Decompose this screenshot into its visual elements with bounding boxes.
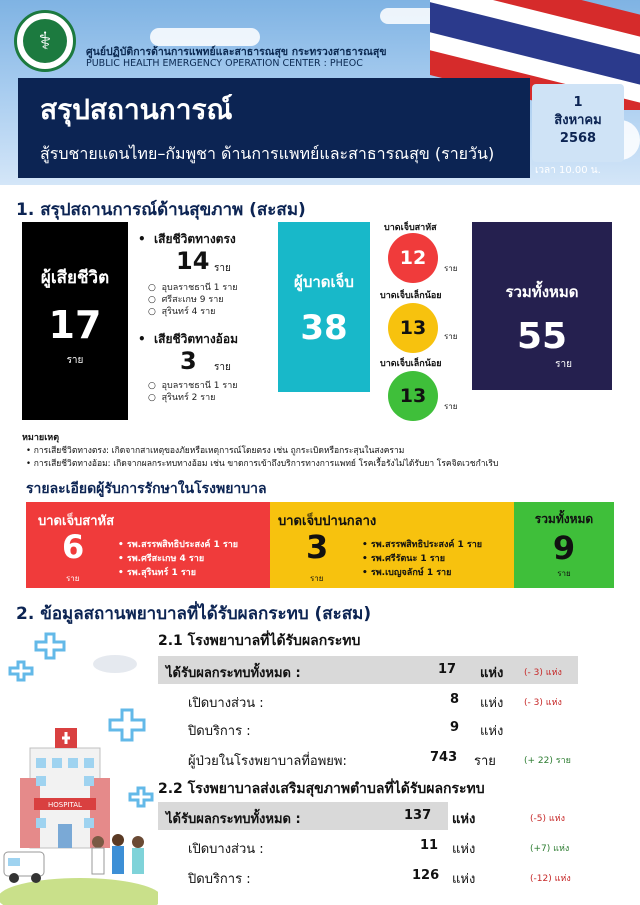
list-item: • รพ.ศรีสะเกษ 4 ราย [118,554,205,564]
severe-label: บาดเจ็บสาหัส [384,223,437,233]
hospital-moderate-label: บาดเจ็บปานกลาง [278,514,377,529]
note-indirect: • การเสียชีวิตทางอ้อม: เกิดจากผลกระทบทางอ้อม เช่น ขาดการเข้าถึงบริการทางการแพทย์ โรคเรื้อรังไม่ได้รับยา โรคจิตเวชกำเริบ [26,459,499,469]
list-item: • รพ.เบญจลักษ์ 1 ราย [362,568,452,578]
hospital-total-value: 9 [552,529,576,567]
hospital-severe-value: 6 [62,528,85,566]
list-item: ○ อุบลราชธานี 1 ราย [148,283,238,293]
injured-box [278,222,370,392]
hospital-title: รายละเอียดผู้รับการรักษาในโรงพยาบาล [26,481,267,497]
total-box [472,222,612,390]
ministry-logo-icon: ⚕ [14,10,76,72]
date-day: 1 [573,95,583,110]
indirect-unit: ราย [214,362,231,373]
total-unit: ราย [555,359,572,370]
page-subtitle: สู้รบชายแดนไทย–กัมพูชา ด้านการแพทย์และสาธารณสุข (รายวัน) [40,144,495,163]
list-item: • รพ.สรรพสิทธิประสงค์ 1 ราย [118,540,239,550]
list-item: ○ อุบลราชธานี 1 ราย [148,381,238,391]
deaths-value: 17 [48,303,102,347]
section2-title: 2. ข้อมูลสถานพยาบาลที่ได้รับผลกระทบ (สะสม) [16,604,372,624]
injured-value: 38 [300,308,348,348]
hospital-total-label: รวมทั้งหมด [534,512,594,526]
injured-label: ผู้บาดเจ็บ [294,273,354,291]
hospital-illustration [0,628,158,905]
severe-unit: ราย [444,264,458,273]
list-item: ○ สุรินทร์ 2 ราย [148,393,216,403]
minor1-unit: ราย [444,332,458,341]
hospital-severe-label: บาดเจ็บสาหัส [38,514,115,529]
hospital-moderate-list [362,538,482,580]
table-row: ได้รับผลกระทบทั้งหมด : 137 แห่ง (-5) แห่ง [158,802,448,830]
list-item: • รพ.สุรินทร์ 1 ราย [118,568,197,578]
hospital-moderate-value: 3 [306,528,329,566]
subsection-2-1-title: 2.1 โรงพยาบาลที่ได้รับผลกระทบ [158,633,361,649]
hospital-severe-unit: ราย [66,574,80,583]
hospital-severe-list [118,538,238,580]
date-box [532,84,624,162]
org-name-th: ศูนย์ปฏิบัติการด้านการแพทย์และสาธารณสุข กระทรวงสาธารณสุข [86,46,387,58]
total-value: 55 [516,316,568,357]
deaths-label: ผู้เสียชีวิต [40,268,110,288]
list-item: ○ ศรีสะเกษ 9 ราย [148,295,224,305]
direct-label: • เสียชีวิตทางตรง [138,232,236,246]
table-row: เปิดบางส่วน : 11 แห่ง (+7) แห่ง [188,838,570,857]
severe-circle: 12 [388,233,438,283]
direct-value: 14 [176,247,210,275]
table-row: ได้รับผลกระทบทั้งหมด : 17 แห่ง (- 3) แห่ง [158,656,578,684]
section1-title: 1. สรุปสถานการณ์ด้านสุขภาพ (สะสม) [16,200,306,220]
report-time: เวลา 10.00 น. [535,165,601,176]
header-banner [0,0,640,185]
date-year: 2568 [559,131,597,146]
minor2-label: บาดเจ็บเล็กน้อย [380,359,442,369]
page-title: สรุปสถานการณ์ [40,93,233,126]
table-row: ปิดบริการ : 9 แห่ง [188,720,504,739]
hospital-total-panel [514,502,614,588]
table-row: ปิดบริการ : 126 แห่ง (-12) แห่ง [188,868,571,887]
deaths-box [22,222,128,420]
minor2-unit: ราย [444,402,458,411]
subsection-2-2-title: 2.2 โรงพยาบาลส่งเสริมสุขภาพตำบลที่ได้รับผลกระทบ [158,781,485,797]
hospital-moderate-panel [270,502,514,588]
hospital-total-unit: ราย [557,569,571,578]
total-label: รวมทั้งหมด [505,283,579,301]
list-item: ○ สุรินทร์ 4 ราย [148,307,216,317]
table-row: เปิดบางส่วน : 8 แห่ง (- 3) แห่ง [188,692,562,711]
hospital-moderate-unit: ราย [310,574,324,583]
indirect-label: • เสียชีวิตทางอ้อม [138,332,238,346]
hospital-sign: HOSPITAL [48,801,82,809]
table-row: ผู้ป่วยในโรงพยาบาลที่อพยพ: 743 ราย (+ 22) ราย [188,750,571,769]
minor1-label: บาดเจ็บเล็กน้อย [380,291,442,301]
note-title: หมายเหตุ [22,433,60,443]
hospital-severe-panel [26,502,270,588]
minor2-circle: 13 [388,371,438,421]
direct-unit: ราย [214,263,231,274]
indirect-value: 3 [180,347,197,375]
list-item: • รพ.ศรีรัตนะ 1 ราย [362,554,445,564]
date-month: สิงหาคม [554,113,602,128]
deaths-unit: ราย [66,355,84,366]
org-name-en: PUBLIC HEALTH EMERGENCY OPERATION CENTER : PHEOC [86,58,363,69]
direct-list [148,282,238,318]
list-item: • รพ.สรรพสิทธิประสงค์ 1 ราย [362,540,483,550]
note-direct: • การเสียชีวิตทางตรง: เกิดจากสาเหตุของภัยหรือเหตุการณ์โดยตรง เช่น ถูกระเบิดหรือกระสุนในสงคราม [26,446,405,456]
minor1-circle: 13 [388,303,438,353]
indirect-list [148,380,238,404]
